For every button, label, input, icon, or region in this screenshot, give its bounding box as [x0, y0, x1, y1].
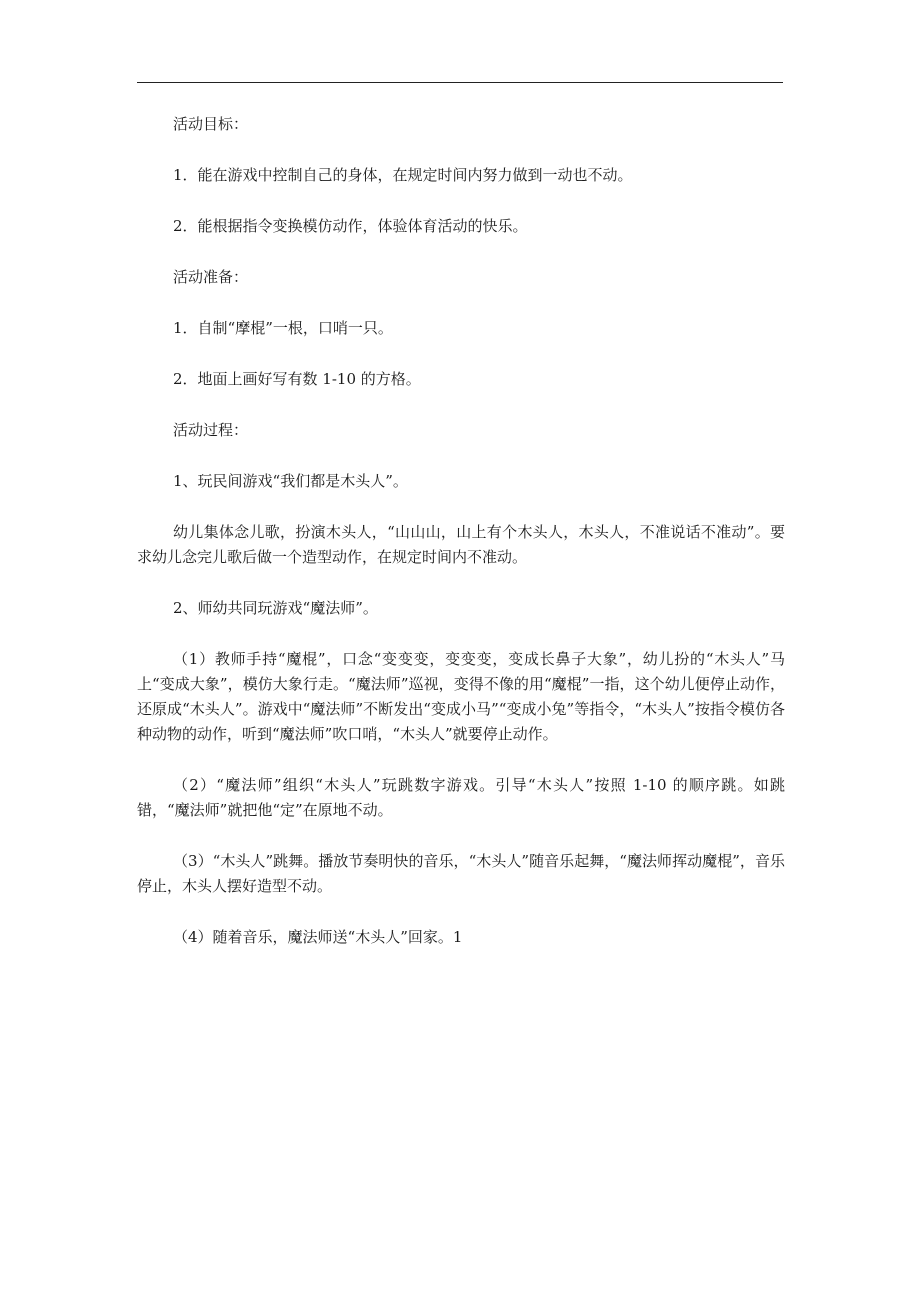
section-heading-preparation: 活动准备：	[173, 268, 249, 286]
section-heading-process: 活动过程：	[173, 421, 249, 439]
goal-item-1: 1．能在游戏中控制自己的身体，在规定时间内努力做到一动也不动。	[173, 166, 633, 184]
process-step-1: 1、玩民间游戏“我们都是木头人”。	[173, 472, 408, 490]
section-heading-goals: 活动目标：	[173, 115, 249, 133]
preparation-item-1: 1．自制“摩棍”一根，口哨一只。	[173, 319, 393, 337]
document-body	[137, 112, 785, 950]
process-step-2: 2、师幼共同玩游戏“魔法师”。	[173, 599, 378, 617]
process-step-2-sub-4: （4）随着音乐，魔法师送“木头人”回家。1	[173, 928, 463, 946]
preparation-item-2: 2．地面上画好写有数 1-10 的方格。	[173, 370, 421, 388]
process-step-1-detail: 幼儿集体念儿歌，扮演木头人，“山山山，山上有个木头人，木头人，不准说话不准动”。要求幼儿念完儿歌后做一个造型动作，在规定时间内不准动。	[137, 523, 785, 566]
process-step-2-sub-1: （1）教师手持“魔棍”，口念“变变变，变变变，变成长鼻子大象”，幼儿扮的“木头人”马上“变成大象”，模仿大象行走。“魔法师”巡视，变得不像的用“魔棍”一指，这个幼儿便停止动作，还原成“木头人”。游戏中“魔法师”不断发出“变成小马”“变成小兔”等指令，“木头人”按指令模仿各种动物的动作，听到“魔法师”吹口哨，“木头人”就要停止动作。	[137, 650, 785, 743]
header-rule	[137, 82, 783, 83]
process-step-2-sub-2: （2）“魔法师”组织“木头人”玩跳数字游戏。引导“木头人”按照 1-10 的顺序跳。如跳错，“魔法师”就把他“定”在原地不动。	[137, 776, 785, 819]
goal-item-2: 2．能根据指令变换模仿动作，体验体育活动的快乐。	[173, 217, 528, 235]
process-step-2-sub-3: （3）“木头人”跳舞。播放节奏明快的音乐，“木头人”随音乐起舞，“魔法师挥动魔棍”，音乐停止，木头人摆好造型不动。	[137, 852, 785, 895]
